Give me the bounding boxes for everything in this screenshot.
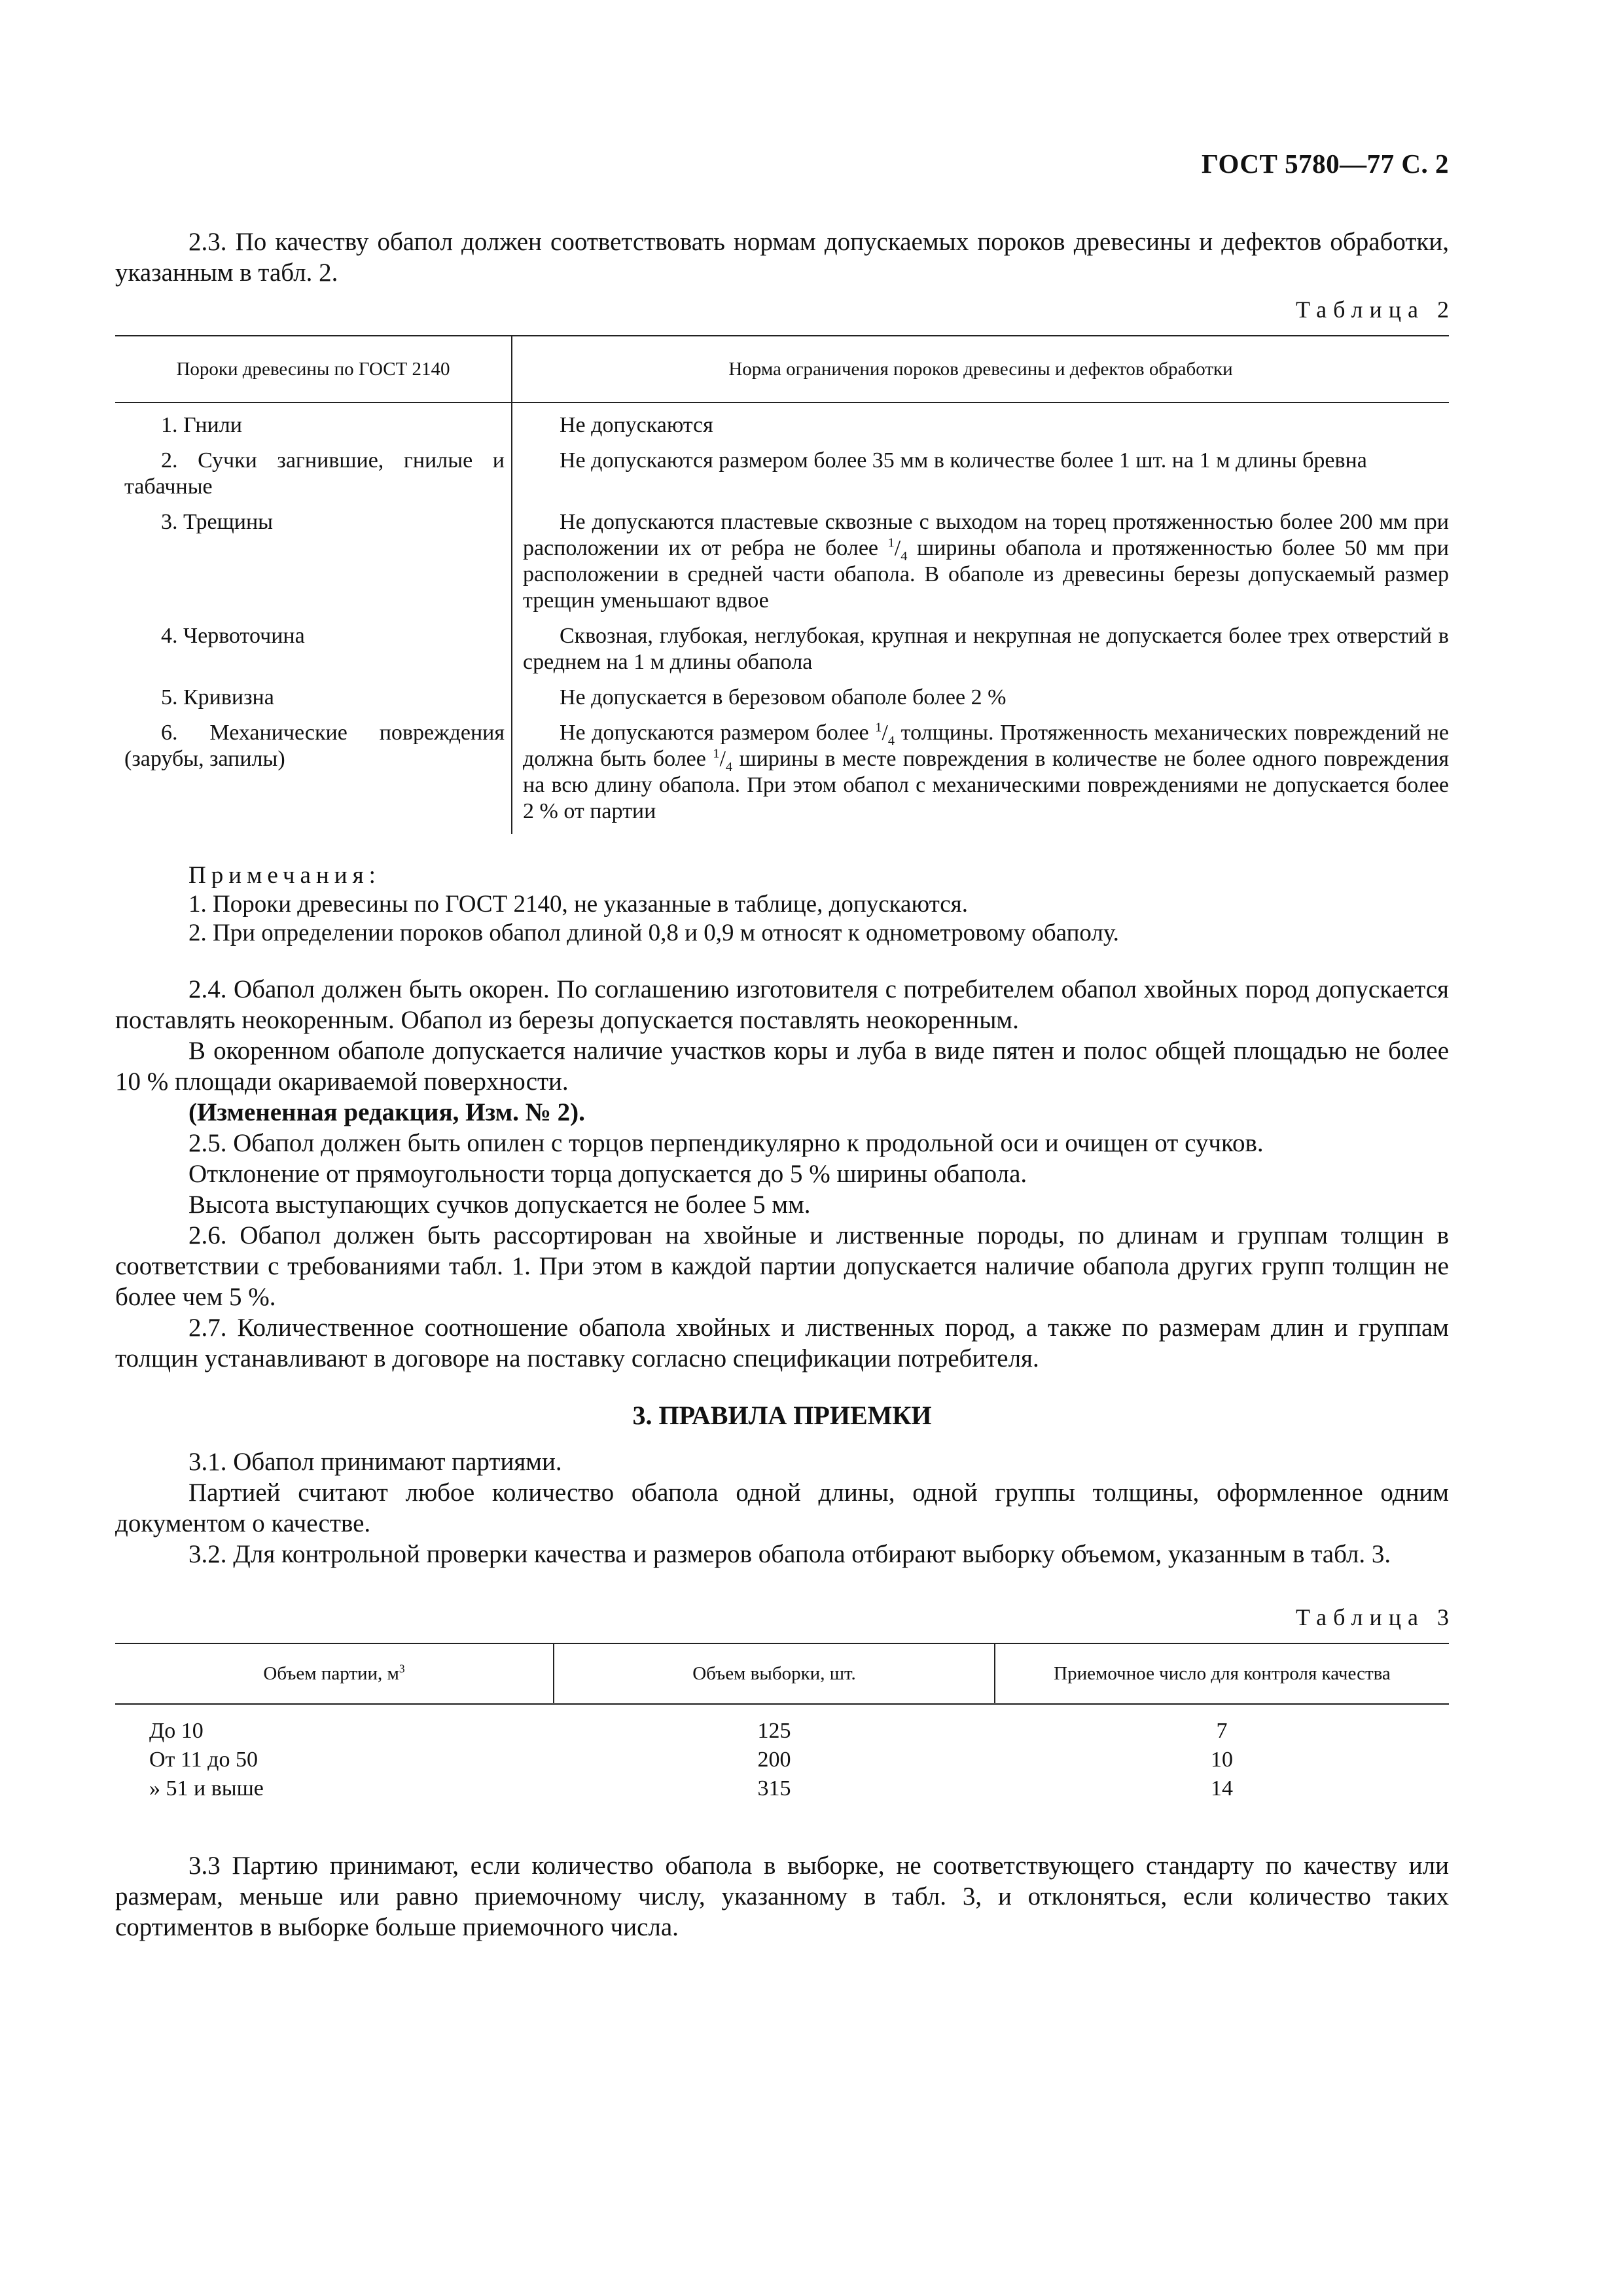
- defect-cell: 2. Сучки загнившие, гнилые и табачные: [124, 448, 505, 499]
- lot-cell: » 51 и выше: [149, 1776, 264, 1801]
- section-3-title: 3. ПРАВИЛА ПРИЕМКИ: [632, 1401, 932, 1430]
- acceptance-cell: 10: [1211, 1748, 1233, 1772]
- paragraph-deviation: Отклонение от прямоугольности торца допускается до 5 % ширины обапола.: [188, 1160, 1027, 1188]
- table2-header-norm: Норма ограничения пороков древесины и дефектов обработки: [512, 336, 1449, 403]
- lot-cell: До 10: [149, 1719, 204, 1743]
- lot-cell: От 11 до 50: [149, 1748, 258, 1772]
- fraction-quarter: $^1/_4$: [713, 746, 733, 774]
- norm-text-end: ширины в месте повреждения в количестве не более одного повреждения на всю длину обапола. При этом обапол с механическими повреждениями не допускается более 2 % от партии: [523, 747, 1450, 823]
- norm-cell: Не допускаются размером более 35 мм в количестве более 1 шт. на 1 м длины бревна: [560, 448, 1367, 473]
- paragraph-knots: Высота выступающих сучков допускается не более 5 мм.: [188, 1191, 811, 1219]
- table3-caption: Таблица 3: [1296, 1604, 1455, 1630]
- table2: [115, 335, 1449, 834]
- table3-header-acceptance: Приемочное число для контроля качества: [995, 1643, 1449, 1704]
- table3-header-sample: Объем выборки, шт.: [554, 1643, 995, 1704]
- table2-header-defects: Пороки древесины по ГОСТ 2140: [115, 336, 512, 403]
- defect-cell: 6. Механические повреждения (зарубы, запилы): [124, 721, 505, 771]
- table3-header-lot: Объем партии, $м^3$: [115, 1643, 554, 1704]
- defect-cell: 1. Гнили: [161, 413, 242, 437]
- paragraph-2-7: 2.7. Количественное соотношение обапола хвойных и лиственных пород, а также по размерам длин и группам толщин устанавливают в договоре на поставку согласно спецификации потребителя.: [115, 1314, 1449, 1372]
- table-row: [115, 412, 1449, 439]
- amended-note: (Измененная редакция, Изм. № 2).: [188, 1098, 585, 1126]
- table-row: [115, 1746, 1449, 1774]
- table-row: [115, 448, 1449, 500]
- note-item: 2. При определении пороков обапол длиной 0,8 и 0,9 м относят к однометровому обаполу.: [188, 920, 1119, 946]
- paragraph-batch: Партией считают любое количество обапола одной длины, одной группы толщины, оформленное одним документом о качестве.: [115, 1479, 1449, 1537]
- table3: [115, 1643, 1449, 1803]
- table-row: [115, 720, 1449, 825]
- norm-cell: Не допускается в березовом обаполе более 2 %: [560, 685, 1007, 709]
- norm-text-cont: ширины обапола и протяженностью более 50 мм при расположении в средней части обапола. В обаполе из древесины березы допускаемый размер трещин уменьшают вдвое: [523, 536, 1450, 613]
- body-content: [115, 226, 1455, 1943]
- sample-cell: 200: [757, 1748, 791, 1772]
- norm-text-cont: толщины. Протяженность механических повреждений не должна быть более: [523, 721, 1450, 771]
- paragraph-3-1: 3.1. Обапол принимают партиями.: [188, 1448, 562, 1476]
- sample-cell: 315: [757, 1776, 791, 1801]
- table2-caption: Таблица 2: [1296, 296, 1455, 323]
- sample-cell: 125: [757, 1719, 791, 1743]
- paragraph-2-4: 2.4. Обапол должен быть окорен. По соглашению изготовителя с потребителем обапол хвойных пород допускается поставлять неокоренным. Обапол из березы допускается поставлять неокоренным.: [115, 975, 1449, 1034]
- paragraph-2-5: 2.5. Обапол должен быть опилен с торцов перпендикулярно к продольной оси и очищен от сучков.: [188, 1129, 1264, 1157]
- table-row: [115, 509, 1449, 614]
- fraction-quarter: $^1/_4$: [875, 720, 895, 748]
- table-row: [115, 685, 1449, 711]
- notes-title: Примечания:: [188, 862, 381, 889]
- norm-text: Не допускаются пластевые сквозные с выходом на торец протяженностью более 200 мм при расположении их от ребра не более: [523, 510, 1449, 560]
- acceptance-cell: 14: [1211, 1776, 1233, 1801]
- paragraph-3-3: 3.3 Партию принимают, если количество обапола в выборке, не соответствующего стандарту по качеству или размерам, меньше или равно приемочному числу, указанному в табл. 3, и отклоняться, если количество таких сортиментов в выборке больше приемочного числа.: [115, 1852, 1449, 1941]
- norm-cell: Сквозная, глубокая, неглубокая, крупная и некрупная не допускается более трех отверстий в среднем на 1 м длины обапола: [523, 624, 1449, 674]
- norm-text: Не допускаются размером более: [560, 721, 869, 745]
- defect-cell: 3. Трещины: [161, 510, 273, 534]
- norm-cell: [523, 720, 1449, 825]
- paragraph-2-6: 2.6. Обапол должен быть рассортирован на хвойные и лиственные породы, по длинам и группам толщин в соответствии с требованиями табл. 1. При этом в каждой партии допускается наличие обапола других групп толщин не более чем 5 %.: [115, 1221, 1449, 1311]
- paragraph-2-3: 2.3. По качеству обапол должен соответствовать нормам допускаемых пороков древесины и дефектов обработки, указанным в табл. 2.: [115, 228, 1449, 287]
- page-header: ГОСТ 5780—77 С. 2: [1201, 149, 1449, 179]
- note-item: 1. Пороки древесины по ГОСТ 2140, не указанные в таблице, допускаются.: [188, 891, 968, 918]
- table-row: [115, 1774, 1449, 1803]
- defect-cell: 5. Кривизна: [161, 685, 274, 709]
- fraction-quarter: $^1/_4$: [887, 535, 908, 564]
- norm-cell: [523, 509, 1449, 614]
- defect-cell: 4. Червоточина: [161, 624, 305, 648]
- table-row: [115, 623, 1449, 675]
- paragraph-bark: В окоренном обаполе допускается наличие участков коры и луба в виде пятен и полос общей площадью не более 10 % площади окариваемой поверхности.: [115, 1037, 1449, 1096]
- paragraph-3-2: 3.2. Для контрольной проверки качества и размеров обапола отбирают выборку объемом, указанным в табл. 3.: [188, 1540, 1391, 1568]
- acceptance-cell: 7: [1216, 1719, 1228, 1743]
- norm-cell: Не допускаются: [560, 413, 713, 437]
- table-row: [115, 1704, 1449, 1746]
